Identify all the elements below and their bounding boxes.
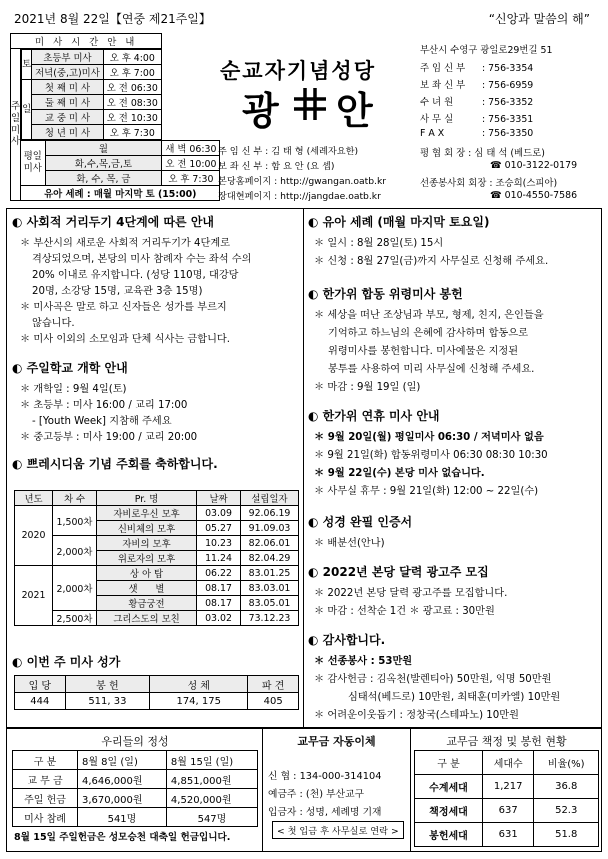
col-header: 비율(%) (534, 751, 599, 775)
col-header: 구 분 (13, 751, 78, 770)
mass-time: 새 벽 06:30 (162, 141, 220, 156)
amount-cell: 4,851,000원 (166, 770, 257, 789)
notice-line: 봉투를 사용하여 미리 사무실에 신청해 주세요. (328, 364, 535, 375)
col-header: 파 견 (248, 676, 299, 693)
date-cell: 03.02 (197, 611, 241, 626)
section-title: ◐ 2022년 본당 달력 광고주 모집 (308, 565, 489, 579)
saturday-label: 토 (22, 50, 32, 80)
section-title: ◐ 쁘레시디움 기념 주회를 축하합니다. (12, 457, 218, 471)
notice-line: 격상되었으며, 본당의 미사 참례자 수는 좌석 수의 (32, 254, 252, 265)
founded-cell: 91.09.03 (241, 521, 299, 536)
notice-line: ＊ 사무실 휴무 : 9월 21일(화) 12:00 ~ 22일(수) (314, 486, 539, 497)
notice-line: ＊ 신청 : 8월 27일(금)까지 사무실로 신청해 주세요. (314, 256, 549, 267)
church-name-1: 광 (242, 89, 279, 133)
hymn-number: 444 (15, 693, 66, 710)
contact-row: 보 좌 신 부 : 756-6959 (420, 80, 534, 91)
date-cell: 11.24 (197, 551, 241, 566)
amount-cell: 4,646,000원 (77, 770, 166, 789)
mass-time: 오 전 10:00 (162, 156, 220, 171)
funeral-society-phone: ☎ 010-4550-7586 (490, 190, 578, 201)
col-header: 설립일자 (241, 491, 299, 506)
date-cell: 03.09 (197, 506, 241, 521)
infant-baptism-note: 유아 세례 : 매월 마지막 토 (15:00) (21, 186, 220, 201)
presidium-name: 상 아 탑 (97, 566, 197, 581)
transfer-account: 신 협 : 134-000-314104 (268, 771, 382, 782)
section-title: ◐ 유아 세례 (매월 마지막 토요일) (308, 215, 490, 229)
notice-line: 기억하고 하느님의 은혜에 감사하며 합동으로 (328, 328, 528, 339)
mass-time: 오 후 4:00 (103, 50, 161, 65)
finance-title: 우리들의 정성 (101, 735, 169, 748)
pledge-table (414, 750, 599, 847)
transfer-holder: 예금주 : (천) 부산교구 (268, 789, 364, 800)
count-cell: 637 (483, 799, 534, 823)
col-header: 날짜 (197, 491, 241, 506)
date-cell: 06.22 (197, 566, 241, 581)
mass-name: 초등부 미사 (32, 50, 104, 65)
mass-schedule-table (10, 33, 220, 201)
amount-cell: 3,670,000원 (77, 789, 166, 808)
transfer-depositor: 입금자 : 성명, 세례명 기재 (268, 807, 382, 818)
notice-line: ＊ 9월 22일(수) 본당 미사 없습니다. (314, 468, 485, 479)
notice-line: 20% 이내로 유지합니다. (성당 110명, 대강당 (32, 270, 239, 281)
contact-row: 수 녀 원 : 756-3352 (420, 97, 534, 108)
mass-name: 화, 수, 목, 금 (45, 171, 162, 186)
mass-time: 오 전 10:30 (103, 110, 161, 125)
church-name-2: 안 (336, 89, 373, 133)
bulletin-date: 2021년 8월 22일【연중 제21주일】 (14, 12, 211, 26)
pledge-title: 교무금 책정 및 봉헌 현황 (446, 735, 567, 748)
ratio-cell: 51.8 (534, 823, 599, 847)
weekday-mass-group: 평일미사 (21, 141, 45, 186)
mass-name: 청 년 미 사 (32, 125, 104, 140)
finance-note: 8월 15일 주일헌금은 성모승천 대축일 헌금입니다. (14, 832, 231, 843)
presidium-name: 자비로우신 모후 (97, 506, 197, 521)
notice-line: ＊ 마감 : 9월 19일 (일) (314, 382, 421, 393)
founded-cell: 83.05.01 (241, 596, 299, 611)
col-header: 년도 (15, 491, 53, 506)
mass-time: 오 후 7:30 (103, 125, 161, 140)
col-header: 봉 헌 (65, 676, 149, 693)
notice-line: 심태석(베드로) 10만원, 최태훈(미카엘) 10만원 (348, 692, 561, 703)
notice-line: ＊ 일시 : 8월 28일(토) 15시 (314, 238, 444, 249)
notice-line: ＊ 마감 : 선착순 1건 ＊ 광고료 : 30만원 (314, 606, 495, 617)
notice-line: ＊ 2022년 본당 달력 광고주를 모집합니다. (314, 588, 508, 599)
col-header: 8월 15일 (일) (166, 751, 257, 770)
date-cell: 08.17 (197, 581, 241, 596)
hymn-number: 405 (248, 693, 299, 710)
funeral-society-head: 선종봉사회 회장 : 조승희(스피아) (420, 178, 558, 189)
row-label: 봉헌세대 (415, 823, 483, 847)
presidium-name: 황금궁전 (97, 596, 197, 611)
mass-name: 둘 째 미 사 (32, 95, 104, 110)
notice-line: ＊ 미사곡은 말로 하고 신자들은 성가를 부르지 (20, 302, 227, 313)
presidium-name: 자비의 모후 (97, 536, 197, 551)
section-title: ◐ 성경 완필 인증서 (308, 515, 413, 529)
col-header: 구 분 (415, 751, 483, 775)
section-title: ◐ 사회적 거리두기 4단계에 따른 안내 (12, 215, 214, 229)
notice-line: ＊ 세상을 떠난 조상님과 부모, 형제, 친지, 은인들을 (314, 310, 544, 321)
section-title: ◐ 감사합니다. (308, 633, 386, 647)
amount-cell: 541명 (77, 808, 166, 827)
ratio-cell: 52.3 (534, 799, 599, 823)
cross-logo-icon (292, 86, 328, 122)
notice-line: - [Youth Week] 지참해 주세요 (32, 416, 172, 427)
hymn-number: 174, 175 (150, 693, 248, 710)
contact-row: 주 임 신 부 : 756-3354 (420, 63, 534, 74)
date-cell: 10.23 (197, 536, 241, 551)
notice-line: ＊ 선종봉사 : 53만원 (314, 656, 413, 667)
founded-cell: 73.12.23 (241, 611, 299, 626)
assistant-pastor-info: 보 좌 신 부 : 함 요 안 (요 셉) (218, 161, 335, 172)
notice-line: ＊ 중고등부 : 미사 19:00 / 교리 20:00 (20, 432, 198, 443)
notice-line: ＊ 어려운이웃돕기 : 정창국(스테파노) 10만원 (314, 710, 519, 721)
mass-name: 월 (45, 141, 162, 156)
count-cell: 2,000차 (53, 536, 97, 566)
hymn-number: 511, 33 (65, 693, 149, 710)
section-title: ◐ 주일학교 개학 안내 (12, 361, 128, 375)
count-cell: 2,000차 (53, 566, 97, 611)
presidium-name: 샛 별 (97, 581, 197, 596)
col-header: 8월 8일 (일) (77, 751, 166, 770)
founded-cell: 83.01.25 (241, 566, 299, 581)
notice-line: ＊ 감사헌금 : 김옥천(발렌티아) 50만원, 익명 50만원 (314, 674, 552, 685)
count-cell: 1,217 (483, 775, 534, 799)
notice-line: ＊ 배분선(안나) (314, 538, 385, 549)
col-header: 성 체 (150, 676, 248, 693)
date-cell: 05.27 (197, 521, 241, 536)
section-title: ◐ 한가위 합동 위령미사 봉헌 (308, 287, 463, 301)
founded-cell: 82.06.01 (241, 536, 299, 551)
row-label: 책정세대 (415, 799, 483, 823)
finance-table (12, 750, 258, 827)
notice-line: ＊ 부산시의 새로운 사회적 거리두기가 4단계로 (20, 238, 230, 249)
founded-cell: 83.03.01 (241, 581, 299, 596)
amount-cell: 4,520,000원 (166, 789, 257, 808)
mass-time: 오 후 7:30 (162, 171, 220, 186)
row-label: 교 무 금 (13, 770, 78, 789)
col-header: Pr. 명 (97, 491, 197, 506)
col-header: 입 당 (15, 676, 66, 693)
year-cell: 2021 (15, 566, 53, 626)
transfer-note: < 첫 입금 후 사무실로 연락 > (272, 821, 404, 839)
mass-name: 화,수,목,금,토 (45, 156, 162, 171)
presidium-name: 그리스도의 모친 (97, 611, 197, 626)
mass-time: 오 후 7:00 (103, 65, 161, 80)
council-president: 평 협 회 장 : 심 태 석 (베드로) (420, 148, 545, 159)
homepage-link[interactable]: 본당홈페이지 : http://gwangan.oatb.kr (218, 176, 387, 187)
column-divider (303, 208, 304, 728)
mass-time: 오 전 06:30 (103, 80, 161, 95)
hymn-table (14, 675, 299, 710)
notice-line: ＊ 개학일 : 9월 4일(토) (20, 384, 127, 395)
date-cell: 08.17 (197, 596, 241, 611)
row-label: 주일 헌금 (13, 789, 78, 808)
presidium-name: 위로자의 모후 (97, 551, 197, 566)
mass-name: 교 중 미 사 (32, 110, 104, 125)
founded-cell: 92.06.19 (241, 506, 299, 521)
section-title: ◐ 이번 주 미사 성가 (12, 655, 121, 669)
sunday-mass-group: 주일미사 (11, 49, 21, 201)
bulletin-motto: “신앙과 말씀의 해” (488, 12, 590, 26)
church-address: 부산시 수영구 광일로29번길 51 (420, 45, 553, 56)
contact-row: 사 무 실 : 756-3351 (420, 114, 534, 125)
row-label: 수계세대 (415, 775, 483, 799)
sunday-label: 일 (22, 80, 32, 140)
founded-cell: 82.04.29 (241, 551, 299, 566)
amount-cell: 547명 (166, 808, 257, 827)
notice-line: 위령미사를 봉헌합니다. 미사예물은 지정된 (328, 346, 519, 357)
presidium-name: 신비체의 모후 (97, 521, 197, 536)
notice-line: ＊ 9월 20일(월) 평일미사 06:30 / 저녁미사 없음 (314, 432, 544, 443)
mass-schedule-title: 미 사 시 간 안 내 (11, 34, 162, 49)
notice-line: 않습니다. (32, 318, 75, 329)
col-header: 세대수 (483, 751, 534, 775)
mass-name: 첫 째 미 사 (32, 80, 104, 95)
ratio-cell: 36.8 (534, 775, 599, 799)
col-header: 차 수 (53, 491, 97, 506)
count-cell: 2,500차 (53, 611, 97, 626)
count-cell: 631 (483, 823, 534, 847)
count-cell: 1,500차 (53, 506, 97, 536)
council-phone: ☎ 010-3122-0179 (490, 160, 578, 171)
notice-line: 20명, 소강당 15명, 교육관 3층 15명) (32, 286, 203, 297)
contact-row: F A X : 756-3350 (420, 128, 534, 139)
transfer-title: 교무금 자동이체 (297, 735, 376, 748)
notice-line: ＊ 9월 21일(화) 합동위령미사 06:30 08:30 10:30 (314, 450, 548, 461)
notice-line: ＊ 미사 이외의 소모임과 단체 식사는 금합니다. (20, 334, 230, 345)
presidium-table (14, 490, 299, 626)
row-label: 미사 참례 (13, 808, 78, 827)
year-cell: 2020 (15, 506, 53, 566)
notice-line: ＊ 초등부 : 미사 16:00 / 교리 17:00 (20, 400, 188, 411)
section-title: ◐ 한가위 연휴 미사 안내 (308, 409, 440, 423)
church-subtitle: 순교자기념성당 (220, 59, 377, 83)
jangdae-link[interactable]: 장대현페이지 : http://jangdae.oatb.kr (218, 191, 381, 202)
mass-time: 오 전 08:30 (103, 95, 161, 110)
pastor-info: 주 임 신 부 : 김 태 형 (세례자요한) (218, 146, 359, 157)
mass-name: 저녁(중,고)미사 (32, 65, 104, 80)
